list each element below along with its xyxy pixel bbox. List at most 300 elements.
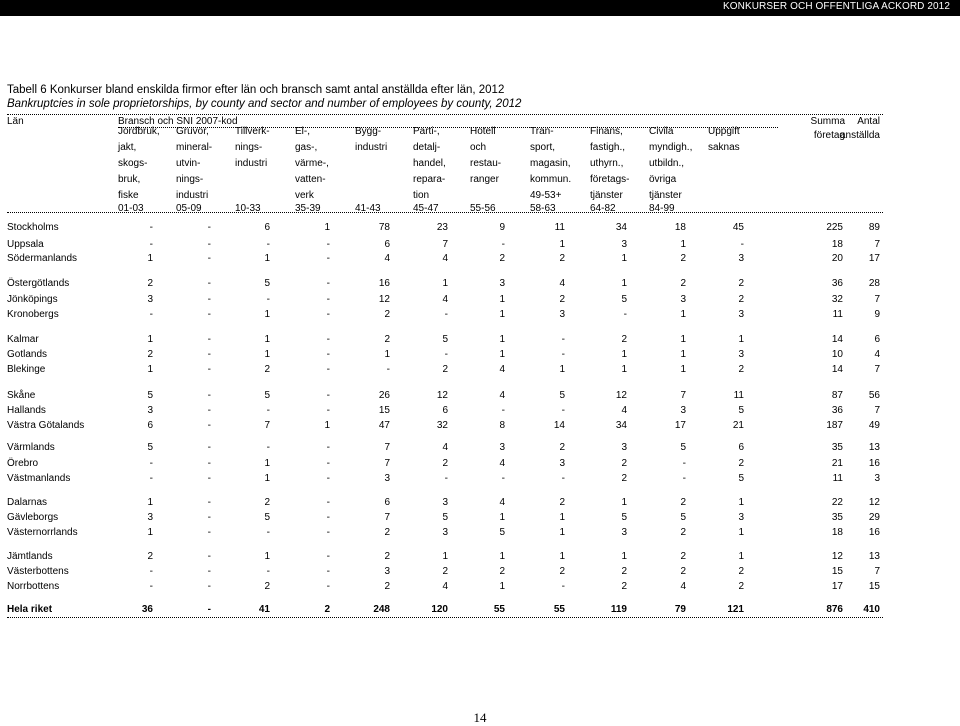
table-cell: 3 bbox=[738, 253, 744, 264]
county-name: Kronobergs bbox=[7, 309, 59, 320]
table-cell: 5 bbox=[147, 390, 153, 401]
table-subtitle: Bankruptcies in sole proprietorships, by county and sector and number of employees by county, 2012 bbox=[7, 98, 522, 110]
table-cell: 2 bbox=[559, 294, 565, 305]
table-cell: 7 bbox=[874, 405, 880, 416]
table-cell: 2 bbox=[324, 604, 330, 615]
table-cell: 7 bbox=[680, 390, 686, 401]
sector-header-line: jakt, bbox=[118, 142, 137, 153]
table-cell: 1 bbox=[621, 278, 627, 289]
table-cell: - bbox=[561, 473, 565, 484]
table-cell: 5 bbox=[621, 512, 627, 523]
table-cell: 79 bbox=[674, 604, 686, 615]
table-cell: 2 bbox=[738, 566, 744, 577]
table-cell: 120 bbox=[431, 604, 448, 615]
table-cell: 17 bbox=[831, 581, 843, 592]
table-cell: - bbox=[326, 458, 330, 469]
table-cell: 2 bbox=[680, 566, 686, 577]
table-cell: 16 bbox=[378, 278, 390, 289]
sector-header-line: 45-47 bbox=[413, 203, 439, 214]
table-cell: - bbox=[149, 239, 153, 250]
table-cell: 14 bbox=[831, 334, 843, 345]
table-cell: 1 bbox=[621, 349, 627, 360]
table-cell: 32 bbox=[436, 420, 448, 431]
table-cell: 1 bbox=[499, 349, 505, 360]
table-cell: 7 bbox=[874, 239, 880, 250]
table-cell: 9 bbox=[499, 222, 505, 233]
table-cell: 5 bbox=[264, 512, 270, 523]
table-cell: 3 bbox=[499, 442, 505, 453]
table-cell: 87 bbox=[831, 390, 843, 401]
table-cell: 21 bbox=[831, 458, 843, 469]
sector-header-line: handel, bbox=[413, 158, 446, 169]
table-cell: 12 bbox=[436, 390, 448, 401]
table-cell: 1 bbox=[499, 581, 505, 592]
county-name: Gotlands bbox=[7, 349, 48, 360]
table-cell: 5 bbox=[499, 527, 505, 538]
table-cell: 1 bbox=[738, 551, 744, 562]
sector-header-line: nings- bbox=[235, 142, 263, 153]
table-cell: 4 bbox=[442, 581, 448, 592]
table-cell: 4 bbox=[499, 497, 505, 508]
table-cell: 11 bbox=[733, 390, 744, 401]
table-cell: 2 bbox=[738, 294, 744, 305]
table-cell: 2 bbox=[621, 334, 627, 345]
header-bottom-rule bbox=[7, 212, 883, 213]
table-cell: 1 bbox=[680, 364, 686, 375]
table-cell: 1 bbox=[738, 334, 744, 345]
table-cell: 4 bbox=[442, 253, 448, 264]
table-cell: - bbox=[326, 442, 330, 453]
table-cell: 17 bbox=[868, 253, 880, 264]
table-cell: 17 bbox=[674, 420, 686, 431]
table-cell: 2 bbox=[384, 581, 390, 592]
county-name: Gävleborgs bbox=[7, 512, 59, 523]
table-cell: - bbox=[266, 566, 270, 577]
table-cell: 4 bbox=[442, 294, 448, 305]
table-cell: 11 bbox=[832, 473, 843, 484]
table-cell: - bbox=[207, 581, 211, 592]
table-cell: 1 bbox=[264, 253, 270, 264]
table-cell: 4 bbox=[499, 364, 505, 375]
table-cell: 14 bbox=[553, 420, 565, 431]
sector-header-line: industri bbox=[235, 158, 268, 169]
table-cell: 15 bbox=[831, 566, 843, 577]
county-name: Västernorrlands bbox=[7, 527, 78, 538]
table-cell: - bbox=[149, 309, 153, 320]
table-cell: - bbox=[207, 278, 211, 289]
sector-header-line: Civila bbox=[649, 126, 674, 137]
table-cell: 1 bbox=[499, 294, 505, 305]
table-cell: - bbox=[266, 527, 270, 538]
table-cell: 5 bbox=[264, 278, 270, 289]
sector-header-line: uthyrn., bbox=[590, 158, 624, 169]
table-cell: 2 bbox=[499, 253, 505, 264]
sector-header-line: tion bbox=[413, 190, 430, 201]
table-cell: 18 bbox=[831, 527, 843, 538]
table-cell: 1 bbox=[324, 222, 330, 233]
table-cell: 248 bbox=[373, 604, 390, 615]
table-cell: 2 bbox=[621, 473, 627, 484]
table-cell: 1 bbox=[499, 334, 505, 345]
table-cell: 7 bbox=[874, 364, 880, 375]
table-cell: 2 bbox=[264, 364, 270, 375]
table-cell: 4 bbox=[499, 458, 505, 469]
table-cell: 5 bbox=[738, 473, 744, 484]
running-header-band bbox=[0, 0, 960, 16]
table-cell: 2 bbox=[442, 458, 448, 469]
table-cell: 2 bbox=[680, 253, 686, 264]
table-title: Tabell 6 Konkurser bland enskilda firmor efter län och bransch samt antal anställda efter län, 2012 bbox=[7, 84, 505, 96]
table-cell: 3 bbox=[738, 349, 744, 360]
table-cell: 15 bbox=[868, 581, 880, 592]
table-cell: 1 bbox=[738, 527, 744, 538]
table-cell: 1 bbox=[559, 239, 565, 250]
table-cell: 47 bbox=[378, 420, 390, 431]
table-cell: - bbox=[207, 309, 211, 320]
sector-header-line: saknas bbox=[708, 142, 740, 153]
table-cell: - bbox=[682, 458, 686, 469]
table-cell: - bbox=[326, 405, 330, 416]
county-name: Stockholms bbox=[7, 222, 59, 233]
table-cell: - bbox=[207, 239, 211, 250]
table-cell: - bbox=[444, 349, 448, 360]
table-cell: 18 bbox=[831, 239, 843, 250]
sector-header-line: skogs- bbox=[118, 158, 148, 169]
table-cell: 16 bbox=[868, 527, 880, 538]
table-cell: 14 bbox=[831, 364, 843, 375]
table-cell: - bbox=[326, 253, 330, 264]
sector-header-line: 84-99 bbox=[649, 203, 675, 214]
table-cell: - bbox=[207, 349, 211, 360]
sector-header-line: 05-09 bbox=[176, 203, 202, 214]
table-cell: - bbox=[740, 239, 744, 250]
sector-header-line: 10-33 bbox=[235, 203, 261, 214]
table-cell: - bbox=[207, 566, 211, 577]
sector-header-line: Tran- bbox=[530, 126, 554, 137]
table-cell: 6 bbox=[738, 442, 744, 453]
table-cell: 13 bbox=[868, 442, 880, 453]
table-cell: 9 bbox=[874, 309, 880, 320]
sector-group-underline bbox=[118, 127, 778, 128]
table-cell: 5 bbox=[442, 512, 448, 523]
sector-header-line: Jordbruk, bbox=[118, 126, 160, 137]
table-cell: 4 bbox=[680, 581, 686, 592]
table-cell: 2 bbox=[384, 334, 390, 345]
table-cell: 4 bbox=[621, 405, 627, 416]
table-cell: 1 bbox=[147, 364, 153, 375]
sector-header-line: detalj- bbox=[413, 142, 441, 153]
sector-header-line: företags- bbox=[590, 174, 630, 185]
sector-header-line: fiske bbox=[118, 190, 139, 201]
sector-header-line: restau- bbox=[470, 158, 502, 169]
table-cell: 3 bbox=[621, 239, 627, 250]
sector-header-line: utbildn., bbox=[649, 158, 685, 169]
table-cell: 1 bbox=[324, 420, 330, 431]
table-cell: 2 bbox=[499, 566, 505, 577]
table-cell: 5 bbox=[147, 442, 153, 453]
table-cell: - bbox=[501, 405, 505, 416]
table-cell: 3 bbox=[874, 473, 880, 484]
table-cell: 2 bbox=[147, 551, 153, 562]
table-cell: 1 bbox=[621, 364, 627, 375]
table-cell: 2 bbox=[384, 551, 390, 562]
sector-header-line: repara- bbox=[413, 174, 446, 185]
county-name: Jönköpings bbox=[7, 294, 58, 305]
table-cell: 2 bbox=[559, 566, 565, 577]
sector-header-line: mineral- bbox=[176, 142, 213, 153]
sector-header-line: 41-43 bbox=[355, 203, 381, 214]
sector-header-line: El-, bbox=[295, 126, 310, 137]
sector-header-line: nings- bbox=[176, 174, 204, 185]
county-name: Hela riket bbox=[7, 604, 53, 615]
table-cell: 1 bbox=[264, 349, 270, 360]
county-name: Dalarnas bbox=[7, 497, 48, 508]
table-cell: - bbox=[207, 604, 211, 615]
table-cell: 1 bbox=[264, 309, 270, 320]
table-cell: 4 bbox=[442, 442, 448, 453]
table-cell: 16 bbox=[868, 458, 880, 469]
table-cell: 26 bbox=[378, 390, 390, 401]
table-cell: 34 bbox=[615, 222, 627, 233]
sector-header-line: Hotell bbox=[470, 126, 496, 137]
table-cell: 3 bbox=[680, 294, 686, 305]
table-cell: - bbox=[266, 294, 270, 305]
table-cell: 45 bbox=[732, 222, 744, 233]
table-cell: 7 bbox=[384, 458, 390, 469]
table-cell: - bbox=[561, 349, 565, 360]
table-cell: - bbox=[326, 497, 330, 508]
table-cell: 41 bbox=[258, 604, 270, 615]
sector-header-line: Parti-, bbox=[413, 126, 440, 137]
sector-header-line: bruk, bbox=[118, 174, 141, 185]
table-cell: 1 bbox=[621, 551, 627, 562]
table-cell: - bbox=[207, 527, 211, 538]
table-cell: 2 bbox=[559, 253, 565, 264]
table-cell: 1 bbox=[680, 349, 686, 360]
table-cell: 6 bbox=[442, 405, 448, 416]
sector-header-line: Finans, bbox=[590, 126, 623, 137]
table-cell: - bbox=[149, 458, 153, 469]
county-name: Uppsala bbox=[7, 239, 44, 250]
table-cell: 20 bbox=[831, 253, 843, 264]
table-cell: - bbox=[326, 512, 330, 523]
table-cell: 2 bbox=[442, 364, 448, 375]
county-name: Blekinge bbox=[7, 364, 46, 375]
table-cell: - bbox=[326, 473, 330, 484]
table-cell: 1 bbox=[559, 551, 565, 562]
table-cell: 1 bbox=[621, 253, 627, 264]
table-cell: 2 bbox=[621, 581, 627, 592]
table-cell: 3 bbox=[442, 527, 448, 538]
table-cell: 3 bbox=[738, 309, 744, 320]
sector-header-line: utvin- bbox=[176, 158, 201, 169]
table-cell: 11 bbox=[554, 222, 565, 233]
sector-header-line: Bygg- bbox=[355, 126, 382, 137]
table-cell: - bbox=[207, 334, 211, 345]
table-cell: 3 bbox=[559, 458, 565, 469]
table-cell: 1 bbox=[559, 512, 565, 523]
table-cell: 1 bbox=[499, 551, 505, 562]
table-cell: 3 bbox=[559, 309, 565, 320]
table-cell: 3 bbox=[680, 405, 686, 416]
table-cell: - bbox=[326, 364, 330, 375]
table-cell: 119 bbox=[610, 604, 627, 615]
table-cell: - bbox=[266, 239, 270, 250]
table-cell: - bbox=[207, 473, 211, 484]
table-cell: 3 bbox=[621, 527, 627, 538]
table-cell: 2 bbox=[680, 527, 686, 538]
table-cell: - bbox=[207, 512, 211, 523]
table-cell: 7 bbox=[874, 566, 880, 577]
table-cell: - bbox=[207, 405, 211, 416]
table-cell: 35 bbox=[831, 512, 843, 523]
table-cell: 121 bbox=[727, 604, 744, 615]
sector-header-line: 49-53+ bbox=[530, 190, 562, 201]
sector-header-line: industri bbox=[176, 190, 209, 201]
sector-header-line: industri bbox=[355, 142, 388, 153]
sector-header-line: gas-, bbox=[295, 142, 318, 153]
table-cell: - bbox=[207, 551, 211, 562]
table-cell: - bbox=[326, 334, 330, 345]
sector-header-line: 35-39 bbox=[295, 203, 321, 214]
table-cell: 2 bbox=[738, 278, 744, 289]
table-cell: 1 bbox=[147, 334, 153, 345]
table-cell: 2 bbox=[621, 458, 627, 469]
table-cell: 1 bbox=[680, 239, 686, 250]
table-cell: - bbox=[326, 349, 330, 360]
table-cell: 36 bbox=[831, 405, 843, 416]
table-cell: 1 bbox=[264, 334, 270, 345]
table-cell: - bbox=[207, 364, 211, 375]
sector-header-line: ranger bbox=[470, 174, 499, 185]
running-header-title: KONKURSER OCH OFFENTLIGA ACKORD 2012 bbox=[723, 1, 950, 12]
table-cell: - bbox=[444, 309, 448, 320]
table-cell: - bbox=[266, 405, 270, 416]
table-cell: 5 bbox=[680, 442, 686, 453]
table-cell: 11 bbox=[832, 309, 843, 320]
table-cell: 12 bbox=[615, 390, 627, 401]
table-cell: 3 bbox=[621, 442, 627, 453]
table-cell: 28 bbox=[868, 278, 880, 289]
table-cell: 1 bbox=[384, 349, 390, 360]
table-cell: - bbox=[326, 527, 330, 538]
table-cell: 49 bbox=[868, 420, 880, 431]
table-cell: 89 bbox=[868, 222, 880, 233]
table-cell: - bbox=[207, 458, 211, 469]
table-cell: 5 bbox=[442, 334, 448, 345]
table-cell: 2 bbox=[680, 497, 686, 508]
county-name: Örebro bbox=[7, 458, 39, 469]
table-cell: 3 bbox=[499, 278, 505, 289]
table-cell: 56 bbox=[868, 390, 880, 401]
total-firms-subheader: företag bbox=[813, 130, 845, 141]
sector-header-line: 64-82 bbox=[590, 203, 616, 214]
table-cell: 3 bbox=[147, 294, 153, 305]
table-cell: 2 bbox=[559, 442, 565, 453]
table-cell: 2 bbox=[384, 309, 390, 320]
table-cell: 1 bbox=[147, 527, 153, 538]
county-name: Västerbottens bbox=[7, 566, 69, 577]
table-cell: 6 bbox=[264, 222, 270, 233]
county-column-header: Län bbox=[7, 116, 24, 127]
table-cell: - bbox=[266, 442, 270, 453]
table-cell: 6 bbox=[384, 497, 390, 508]
table-cell: 15 bbox=[378, 405, 390, 416]
sector-header-line: Gruvor, bbox=[176, 126, 209, 137]
table-cell: 7 bbox=[384, 512, 390, 523]
table-cell: - bbox=[207, 294, 211, 305]
table-cell: 410 bbox=[863, 604, 880, 615]
table-cell: 13 bbox=[868, 551, 880, 562]
table-cell: - bbox=[326, 239, 330, 250]
table-cell: - bbox=[207, 222, 211, 233]
sector-header-line: tjänster bbox=[649, 190, 682, 201]
table-cell: - bbox=[326, 390, 330, 401]
table-cell: 1 bbox=[264, 473, 270, 484]
table-cell: - bbox=[207, 420, 211, 431]
table-cell: 55 bbox=[553, 604, 565, 615]
table-cell: - bbox=[501, 239, 505, 250]
table-cell: - bbox=[501, 473, 505, 484]
county-name: Södermanlands bbox=[7, 253, 78, 264]
table-cell: 225 bbox=[826, 222, 843, 233]
table-cell: 2 bbox=[264, 581, 270, 592]
table-cell: 7 bbox=[874, 294, 880, 305]
table-cell: 6 bbox=[874, 334, 880, 345]
table-cell: 6 bbox=[384, 239, 390, 250]
sector-header-line: Tillverk- bbox=[235, 126, 270, 137]
table-cell: 22 bbox=[831, 497, 843, 508]
table-cell: 2 bbox=[680, 551, 686, 562]
table-cell: - bbox=[561, 405, 565, 416]
table-cell: 3 bbox=[738, 512, 744, 523]
table-cell: 2 bbox=[442, 566, 448, 577]
table-cell: 2 bbox=[621, 566, 627, 577]
table-cell: 1 bbox=[147, 497, 153, 508]
table-cell: - bbox=[623, 309, 627, 320]
sector-header-line: verk bbox=[295, 190, 314, 201]
table-cell: - bbox=[682, 473, 686, 484]
sector-header-line: tjänster bbox=[590, 190, 623, 201]
county-name: Värmlands bbox=[7, 442, 55, 453]
table-cell: 1 bbox=[442, 551, 448, 562]
table-cell: 5 bbox=[680, 512, 686, 523]
table-cell: 3 bbox=[384, 566, 390, 577]
table-cell: 36 bbox=[831, 278, 843, 289]
table-cell: - bbox=[149, 222, 153, 233]
table-cell: - bbox=[386, 364, 390, 375]
table-cell: - bbox=[326, 278, 330, 289]
table-cell: 3 bbox=[147, 405, 153, 416]
table-cell: 34 bbox=[615, 420, 627, 431]
table-cell: - bbox=[326, 566, 330, 577]
county-name: Hallands bbox=[7, 405, 46, 416]
sector-header-line: 55-56 bbox=[470, 203, 496, 214]
table-cell: 36 bbox=[141, 604, 153, 615]
county-name: Kalmar bbox=[7, 334, 39, 345]
table-cell: - bbox=[207, 442, 211, 453]
table-cell: 10 bbox=[831, 349, 843, 360]
table-cell: 5 bbox=[559, 390, 565, 401]
table-cell: 2 bbox=[680, 278, 686, 289]
total-firms-header: Summa bbox=[810, 116, 845, 127]
table-cell: 12 bbox=[378, 294, 390, 305]
sector-header-line: kommun. bbox=[530, 174, 572, 185]
table-cell: 21 bbox=[732, 420, 744, 431]
table-cell: 3 bbox=[384, 473, 390, 484]
table-cell: 29 bbox=[868, 512, 880, 523]
sector-header-line: fastigh., bbox=[590, 142, 626, 153]
